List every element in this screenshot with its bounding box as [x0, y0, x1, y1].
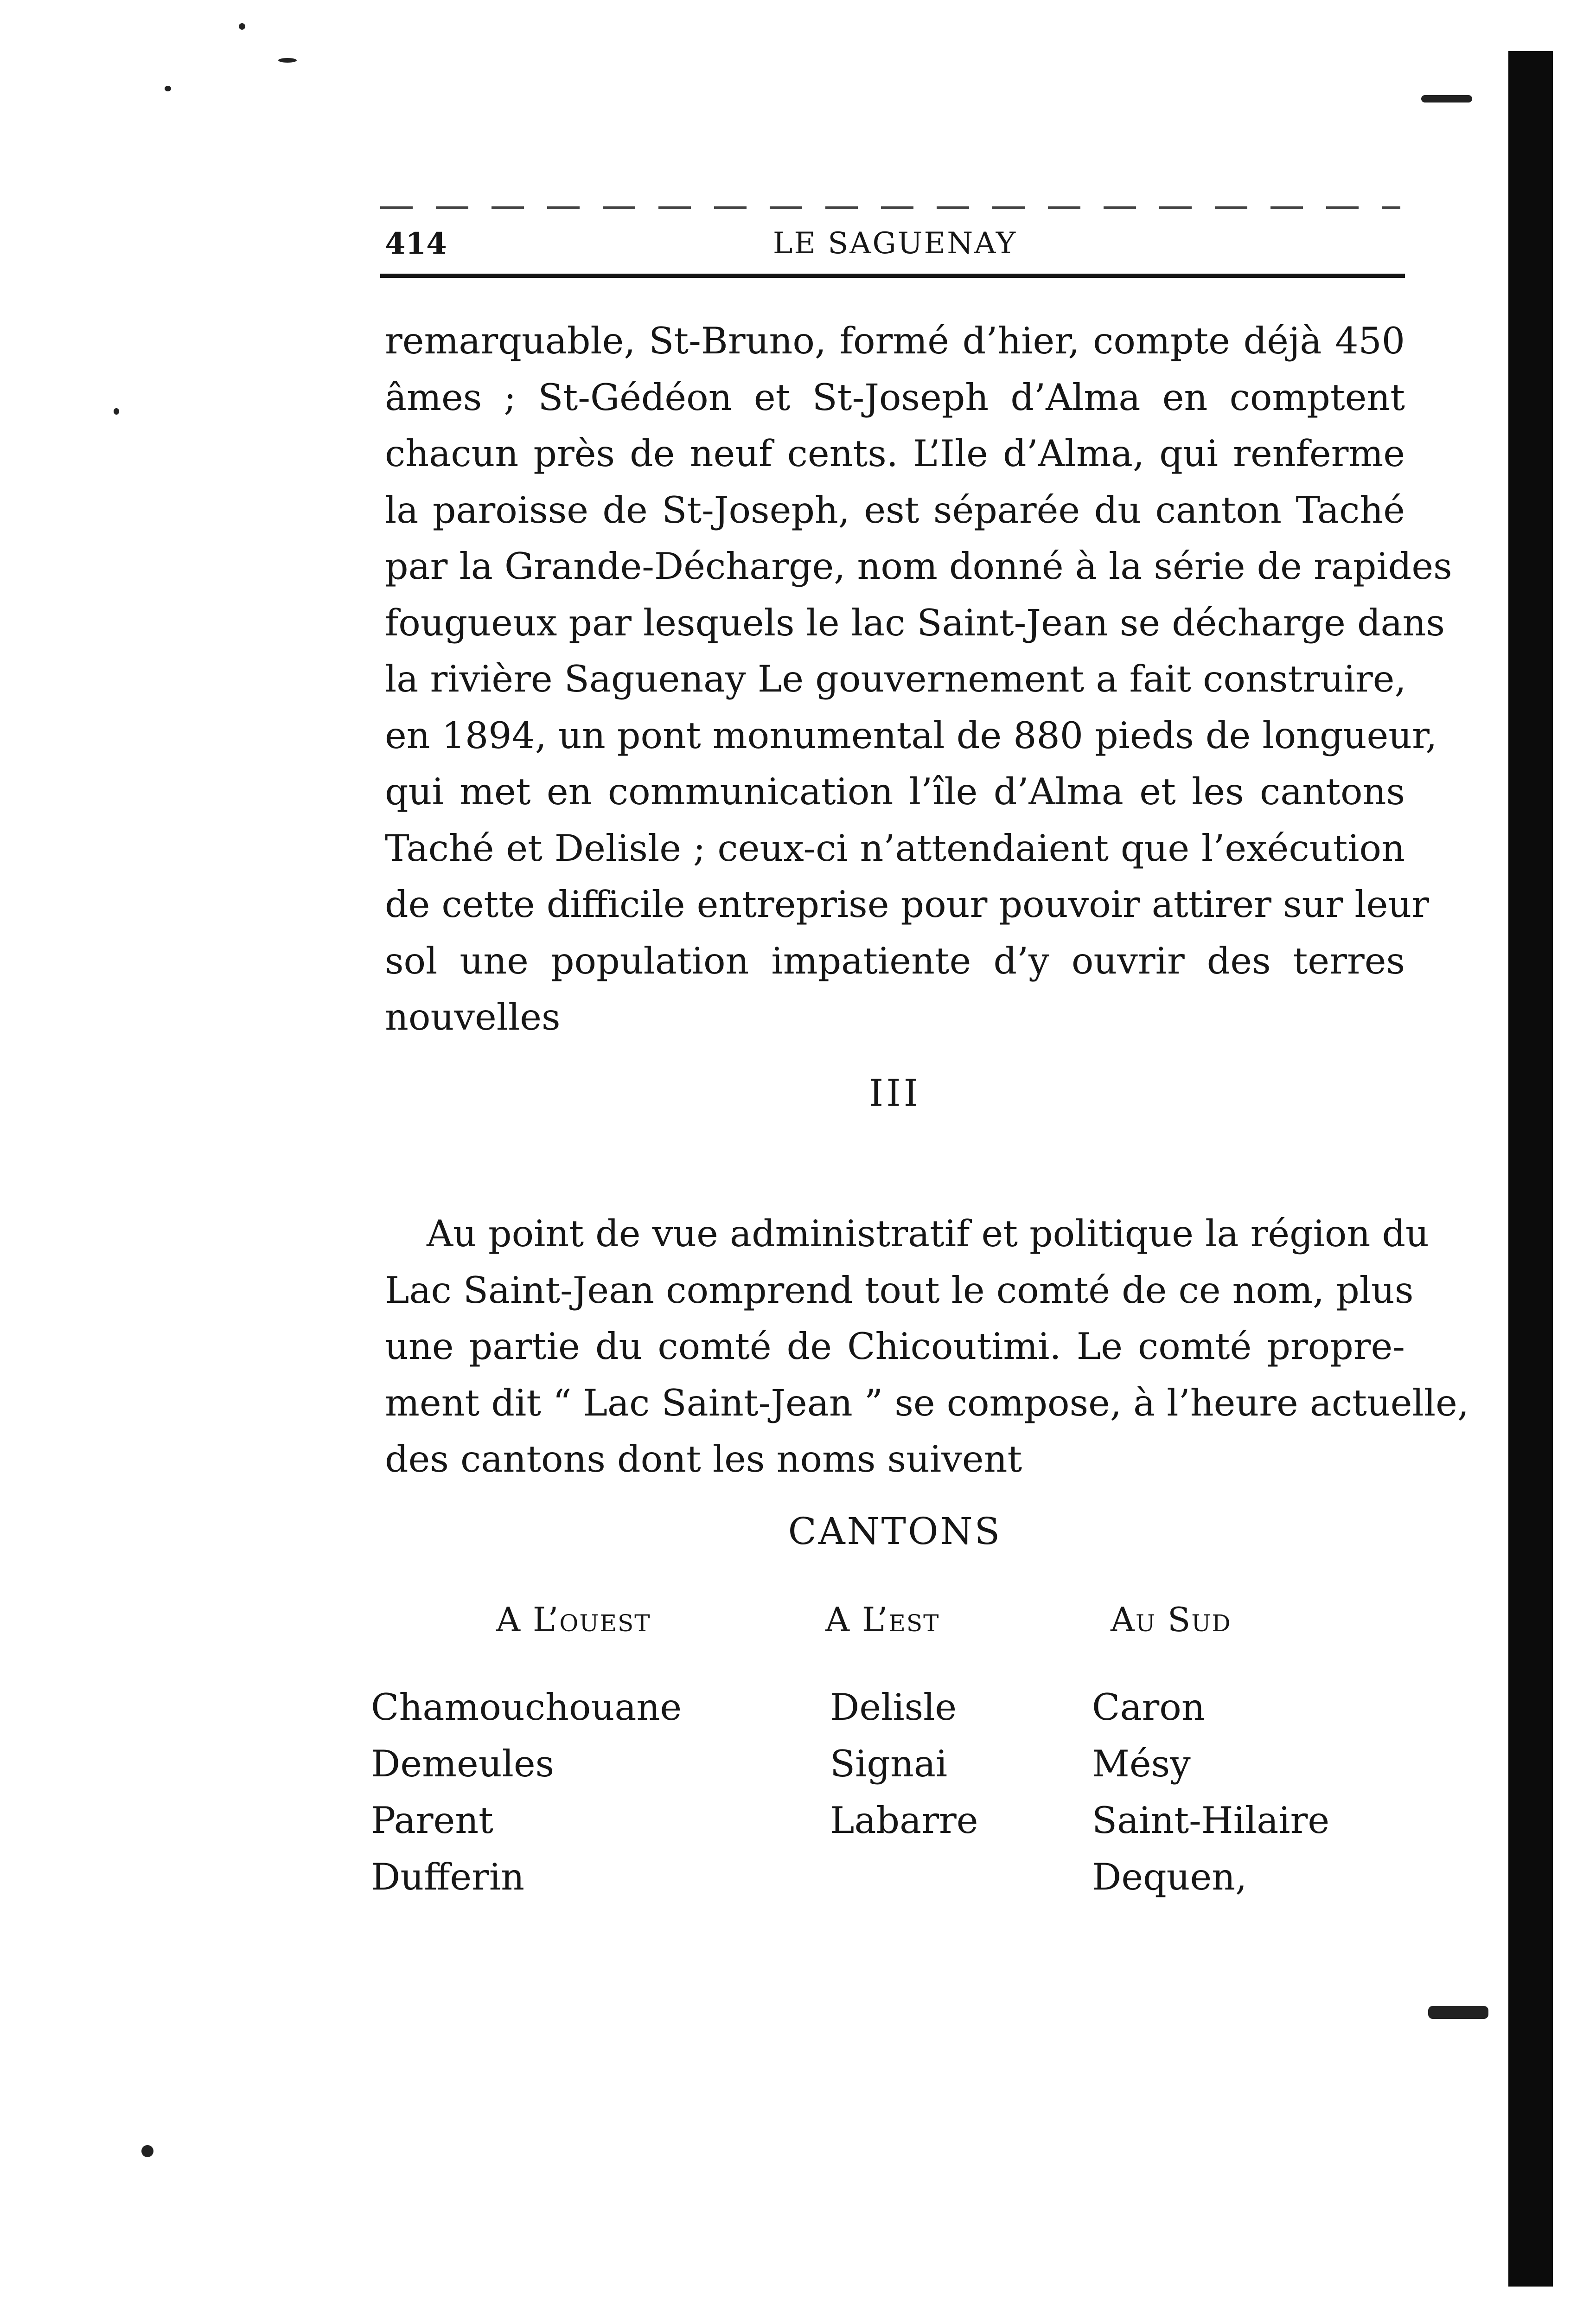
- text-line: fougueux par lesquels le lac Saint-Jean se décharge dans: [385, 601, 1445, 644]
- canton-name: Parent: [371, 1799, 493, 1842]
- text-line: âmes ; St-Gédéon et St-Joseph d’Alma en comptent: [385, 376, 1405, 419]
- column-head-prefix: A L’: [496, 1600, 560, 1639]
- column-head-prefix: A: [1111, 1600, 1136, 1639]
- scan-edge-bar: [1508, 51, 1553, 2287]
- cantons-east-list: [830, 1679, 978, 1849]
- text-line: sol une population impatiente d’y ouvrir des terres: [385, 939, 1405, 982]
- canton-name: Mésy: [1092, 1742, 1191, 1785]
- running-title: LE SAGUENAY: [772, 226, 1017, 261]
- canton-name: Caron: [1092, 1686, 1205, 1729]
- text-line: de cette difficile entreprise pour pouvoir attirer sur leur: [385, 883, 1430, 926]
- column-head-rest: u Sud: [1136, 1600, 1232, 1639]
- canton-name: Demeules: [371, 1742, 555, 1785]
- text-line: en 1894, un pont monumental de 880 pieds de longueur,: [385, 714, 1437, 757]
- scan-speck: [114, 408, 119, 415]
- text-line: nouvelles: [385, 996, 561, 1038]
- canton-name: Delisle: [830, 1686, 957, 1729]
- paragraph-2: [385, 1206, 1469, 1488]
- text-line: des cantons dont les noms suivent: [385, 1438, 1022, 1480]
- canton-name: Signai: [830, 1742, 948, 1785]
- column-head-west: [496, 1600, 651, 1639]
- section-heading: III: [868, 1071, 921, 1115]
- scan-speck: [1421, 95, 1472, 102]
- column-head-south: [1111, 1600, 1232, 1639]
- top-dashed-rule: [380, 206, 1400, 209]
- text-line: chacun près de neuf cents. L’Ile d’Alma, qui renferme: [385, 432, 1405, 475]
- scan-speck: [239, 23, 245, 30]
- text-line: une partie du comté de Chicoutimi. Le comté propre-: [385, 1325, 1405, 1368]
- canton-name: Labarre: [830, 1799, 978, 1842]
- text-line: Lac Saint-Jean comprend tout le comté de ce nom, plus: [385, 1268, 1414, 1312]
- column-head-rest: est: [888, 1600, 940, 1639]
- column-head-prefix: A L’: [825, 1600, 889, 1639]
- cantons-west-list: [371, 1679, 682, 1905]
- canton-name: Dequen,: [1092, 1856, 1247, 1898]
- text-line: par la Grande-Décharge, nom donné à la série de rapides: [385, 545, 1452, 588]
- canton-name: Chamouchouane: [371, 1686, 682, 1729]
- column-head-rest: ouest: [559, 1600, 651, 1639]
- page-number: 414: [385, 226, 447, 261]
- scan-speck: [1428, 2006, 1488, 2019]
- paragraph-1: [385, 313, 1452, 1046]
- text-line: Taché et Delisle ; ceux-ci n’attendaient que l’exécution: [385, 826, 1405, 870]
- scan-speck: [278, 58, 297, 63]
- text-line: remarquable, St-Bruno, formé d’hier, compte déjà 450: [385, 320, 1405, 362]
- cantons-south-list: [1092, 1679, 1329, 1905]
- cantons-heading: CANTONS: [788, 1510, 1002, 1553]
- text-line: la paroisse de St-Joseph, est séparée du canton Taché: [385, 488, 1405, 532]
- text-line: la rivière Saguenay Le gouvernement a fait construire,: [385, 658, 1406, 700]
- text-line: qui met en communication l’île d’Alma et les cantons: [385, 770, 1405, 813]
- scan-speck: [141, 2145, 153, 2157]
- canton-name: Dufferin: [371, 1856, 525, 1898]
- column-head-east: [825, 1600, 939, 1639]
- scan-speck: [165, 86, 171, 91]
- header-rule: [380, 274, 1405, 278]
- canton-name: Saint-Hilaire: [1092, 1799, 1330, 1842]
- text-line: ment dit “ Lac Saint-Jean ” se compose, à l’heure actuelle,: [385, 1381, 1469, 1424]
- running-head: [385, 217, 1405, 268]
- text-line: Au point de vue administratif et politique la région du: [427, 1212, 1429, 1255]
